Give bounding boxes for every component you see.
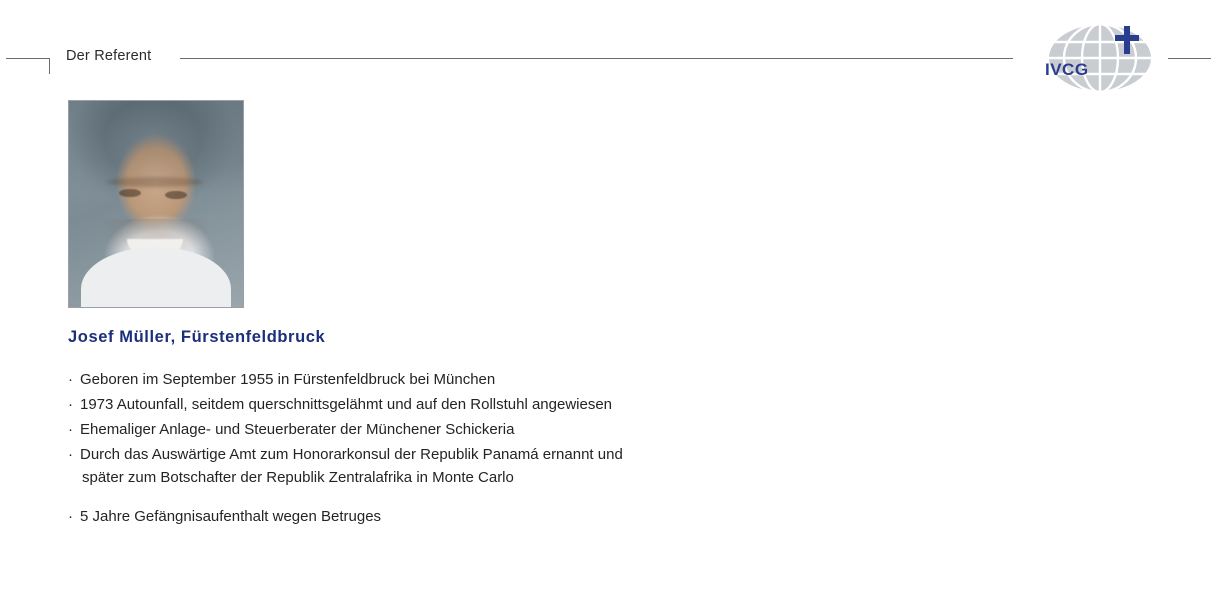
header-left-rule	[6, 58, 50, 59]
face-brow	[107, 177, 203, 187]
list-item-text: 1973 Autounfall, seitdem querschnittsgelähmt und auf den Rollstuhl angewiesen	[80, 396, 613, 413]
ivcg-logo	[1036, 20, 1164, 96]
list-item-text-continuation: später zum Botschafter der Republik Zentralafrika in Monte Carlo	[82, 469, 514, 486]
list-item	[68, 393, 828, 416]
section-label: Der Referent	[66, 48, 152, 64]
header-divider-rule	[180, 58, 1013, 59]
list-item-text: 5 Jahre Gefängnisaufenthalt wegen Betruges	[80, 508, 382, 525]
globe-icon	[1036, 20, 1164, 96]
speaker-bio-list	[68, 368, 828, 530]
face-eye-left	[119, 189, 141, 197]
photo-image	[69, 101, 243, 307]
list-item	[68, 368, 828, 391]
list-item-text: Ehemaliger Anlage- und Steuerberater der Münchener Schickeria	[80, 421, 515, 438]
logo-wordmark: IVCG	[1045, 60, 1089, 79]
header-right-rule	[1168, 58, 1211, 59]
list-item-text: Durch das Auswärtige Amt zum Honorarkonsul der Republik Panamá ernannt und	[80, 446, 623, 463]
list-item-text: Geboren im September 1955 in Fürstenfeldbruck bei München	[80, 371, 496, 388]
list-item	[68, 443, 828, 489]
speaker-photo	[68, 100, 244, 308]
list-item	[68, 418, 828, 441]
header-left-tick	[49, 58, 50, 74]
face-eye-right	[165, 191, 187, 199]
speaker-name: Josef Müller, Fürstenfeldbruck	[68, 328, 326, 346]
list-item	[68, 505, 828, 528]
page-header	[0, 0, 1211, 96]
